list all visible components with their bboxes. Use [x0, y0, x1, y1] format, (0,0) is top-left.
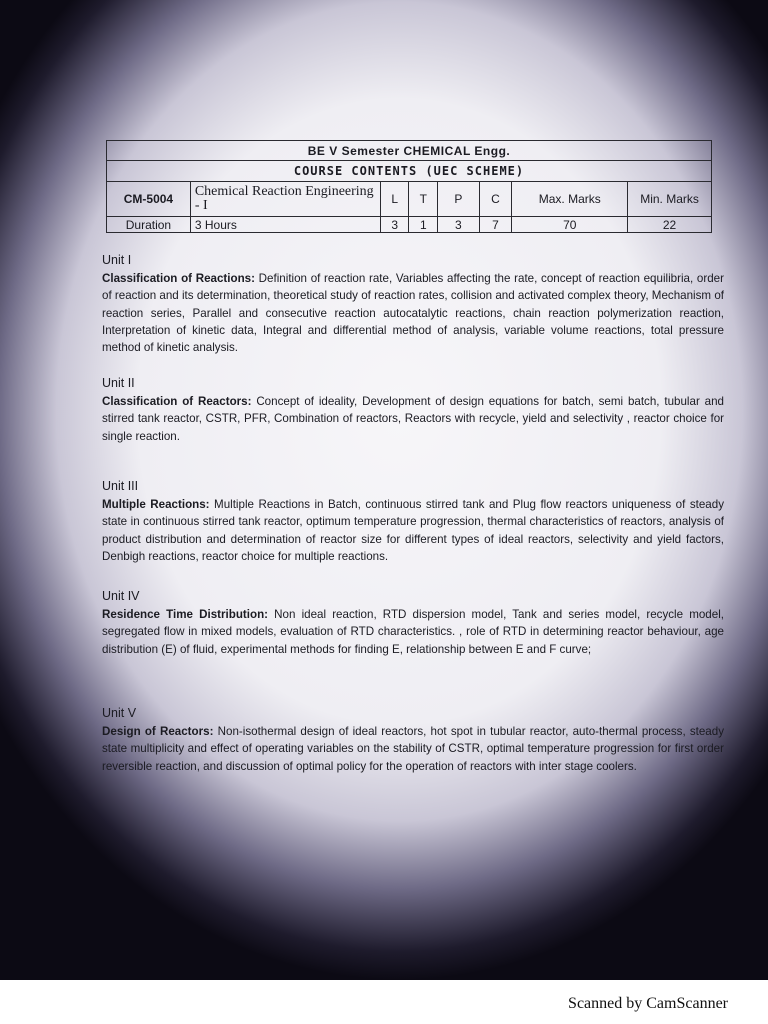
- unit-text: Definition of reaction rate, Variables affecting the rate, concept of reaction equilibria, order of reaction and its determination, theoretical study of reaction rates, collision and activated complex theory, Mechanism of reaction series, Parallel and consecutive reaction autocatalytic reactions, chain reaction polymerization reaction, Interpretation of kinetic data, Integral and differential method of analysis, variable volume reactions, total pressure method of kinetic analysis.: [102, 272, 724, 355]
- unit-title: Multiple Reactions:: [102, 498, 210, 512]
- value-p: 3: [438, 217, 479, 233]
- unit-heading: Unit II: [102, 376, 135, 390]
- unit-title: Residence Time Distribution:: [102, 608, 269, 622]
- col-l: L: [380, 182, 409, 217]
- unit-title: Design of Reactors:: [102, 725, 214, 739]
- unit-heading: Unit III: [102, 479, 139, 493]
- course-values-row: [107, 217, 712, 233]
- value-min-marks: 22: [628, 217, 712, 233]
- duration-label: Duration: [107, 217, 191, 233]
- unit-text: Non ideal reaction, RTD dispersion model, Tank and series model, recycle model, segregated flow in mixed models, evaluation of RTD characteristics. , role of RTD in determining reactor behaviour, age distribution (E) of fluid, experimental methods for finding E, relationship between E and F curve;: [102, 608, 724, 656]
- value-max-marks: 70: [512, 217, 628, 233]
- unit-section: [102, 588, 724, 658]
- unit-text: Concept of ideality, Development of design equations for batch, semi batch, tubular and stirred tank reactor, CSTR, PFR, Combination of reactors, Reactors with recycle, yield and selectivity , reactor choice for single reaction.: [102, 395, 724, 443]
- value-l: 3: [380, 217, 409, 233]
- unit-heading: Unit I: [102, 253, 132, 267]
- col-max-marks: Max. Marks: [512, 182, 628, 217]
- unit-section: [102, 478, 724, 565]
- value-t: 1: [409, 217, 438, 233]
- col-c: C: [479, 182, 512, 217]
- unit-section: [102, 252, 724, 356]
- course-info-table: [106, 140, 712, 233]
- unit-text: Multiple Reactions in Batch, continuous stirred tank and Plug flow reactors uniqueness of steady state in continuous stirred tank reactor, optimum temperature progression, thermal characteristics of reactors, analysis of product distribution and determination of reactor size for different types of ideal reactors, selectivity and yield factors, Denbigh reactions, reactor choice for multiple reactions.: [102, 498, 724, 563]
- unit-title: Classification of Reactions:: [102, 272, 255, 286]
- page-subtitle: COURSE CONTENTS (UEC SCHEME): [107, 161, 712, 182]
- course-name: Chemical Reaction Engineering - I: [190, 182, 380, 217]
- unit-section: [102, 705, 724, 775]
- course-header-row: [107, 182, 712, 217]
- course-code: CM-5004: [107, 182, 191, 217]
- col-t: T: [409, 182, 438, 217]
- unit-heading: Unit V: [102, 706, 137, 720]
- unit-section: [102, 375, 724, 445]
- scanner-watermark: Scanned by CamScanner: [568, 995, 728, 1012]
- duration-value: 3 Hours: [190, 217, 380, 233]
- col-min-marks: Min. Marks: [628, 182, 712, 217]
- unit-text: Non-isothermal design of ideal reactors, hot spot in tubular reactor, auto-thermal process, steady state multiplicity and effect of operating variables on the stability of CSTR, optimal temperature progression for first order reversible reaction, and discussion of optimal policy for the operation of reactors with inter stage coolers.: [102, 725, 724, 773]
- page-title: BE V Semester CHEMICAL Engg.: [107, 141, 712, 161]
- unit-title: Classification of Reactors:: [102, 395, 252, 409]
- value-c: 7: [479, 217, 512, 233]
- col-p: P: [438, 182, 479, 217]
- unit-heading: Unit IV: [102, 589, 140, 603]
